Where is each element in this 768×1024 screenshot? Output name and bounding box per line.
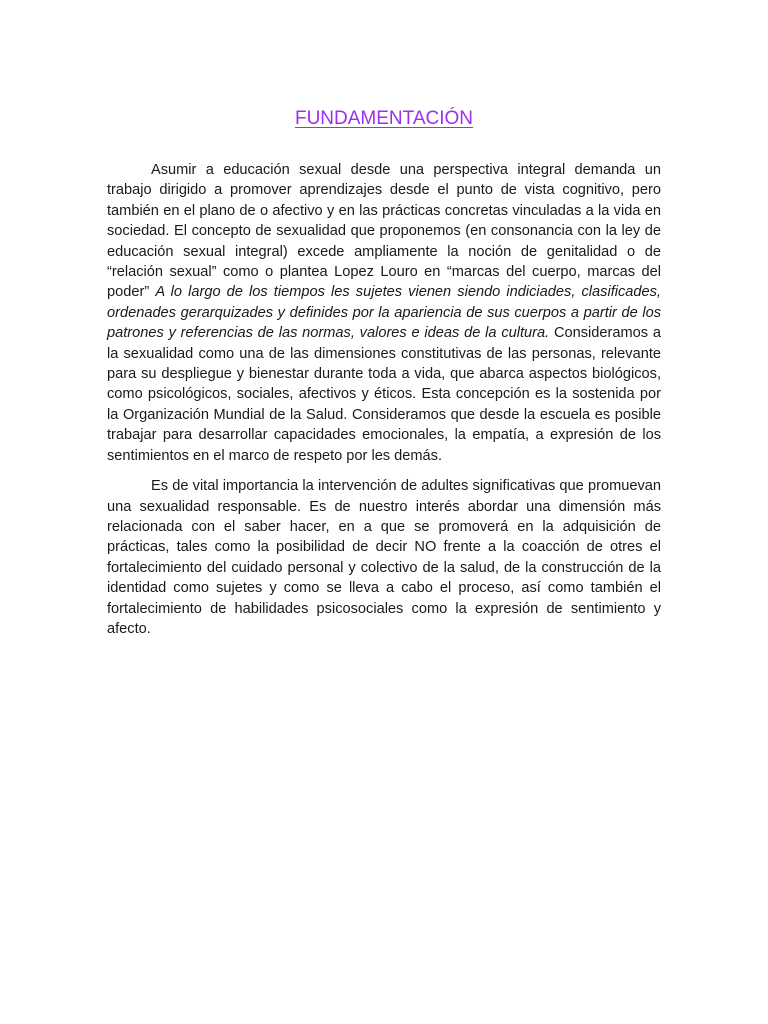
paragraph-1-text-end: Consideramos a la sexualidad como una de las dimensiones constitutivas de las personas, relevante para su despliegue y bienestar durante toda a vida, que abarca aspectos biológicos, como psicológicos, sociales, afectivos y éticos. Esta concepción es la sostenida por la Organización Mundial de la Salud. Consideramos que desde la escuela es posible trabajar para desarrollar capacidades emocionales, la empatía, a expresión de los sentimientos en el marco de respeto por les demás.	[107, 325, 661, 464]
paragraph-2: Es de vital importancia la intervención de adultes significativas que promuevan una sexualidad responsable. Es de nuestro interés abordar una dimensión más relacionada con el saber hacer, en a que se promoverá en la adquisición de prácticas, tales como la posibilidad de decir NO frente a la coacción de otres el fortalecimiento del cuidado personal y colectivo de la salud, de la construcción de la identidad como sujetes y como se lleva a cabo el proceso, así como también el fortalecimiento de habilidades psicosociales como la expresión de sentimiento y afecto.	[107, 478, 661, 637]
paragraph-1-quote: A lo largo de los tiempos les sujetes vienen siendo indiciades, clasificades, ordenades gerarquizades y definides por la apariencia de sus cuerpos a partir de los patrones y referencias de las normas, valores e ideas de la cultura.	[107, 284, 661, 342]
paragraph-1-text-start: Asumir a educación sexual desde una perspectiva integral demanda un trabajo dirigido a promover aprendizajes desde el punto de vista cognitivo, pero también en el plano de o afectivo y en las prácticas concretas vinculadas a la vida en sociedad. El concepto de sexualidad que proponemos (en consonancia con la ley de educación sexual integral) excede ampliamente la noción de genitalidad o de “relación sexual” como o plantea Lopez Louro en “marcas del cuerpo, marcas del poder”	[107, 162, 661, 301]
page-title: FUNDAMENTACIÓN	[294, 108, 474, 129]
document-body	[107, 160, 661, 649]
paragraph-1	[107, 160, 661, 466]
